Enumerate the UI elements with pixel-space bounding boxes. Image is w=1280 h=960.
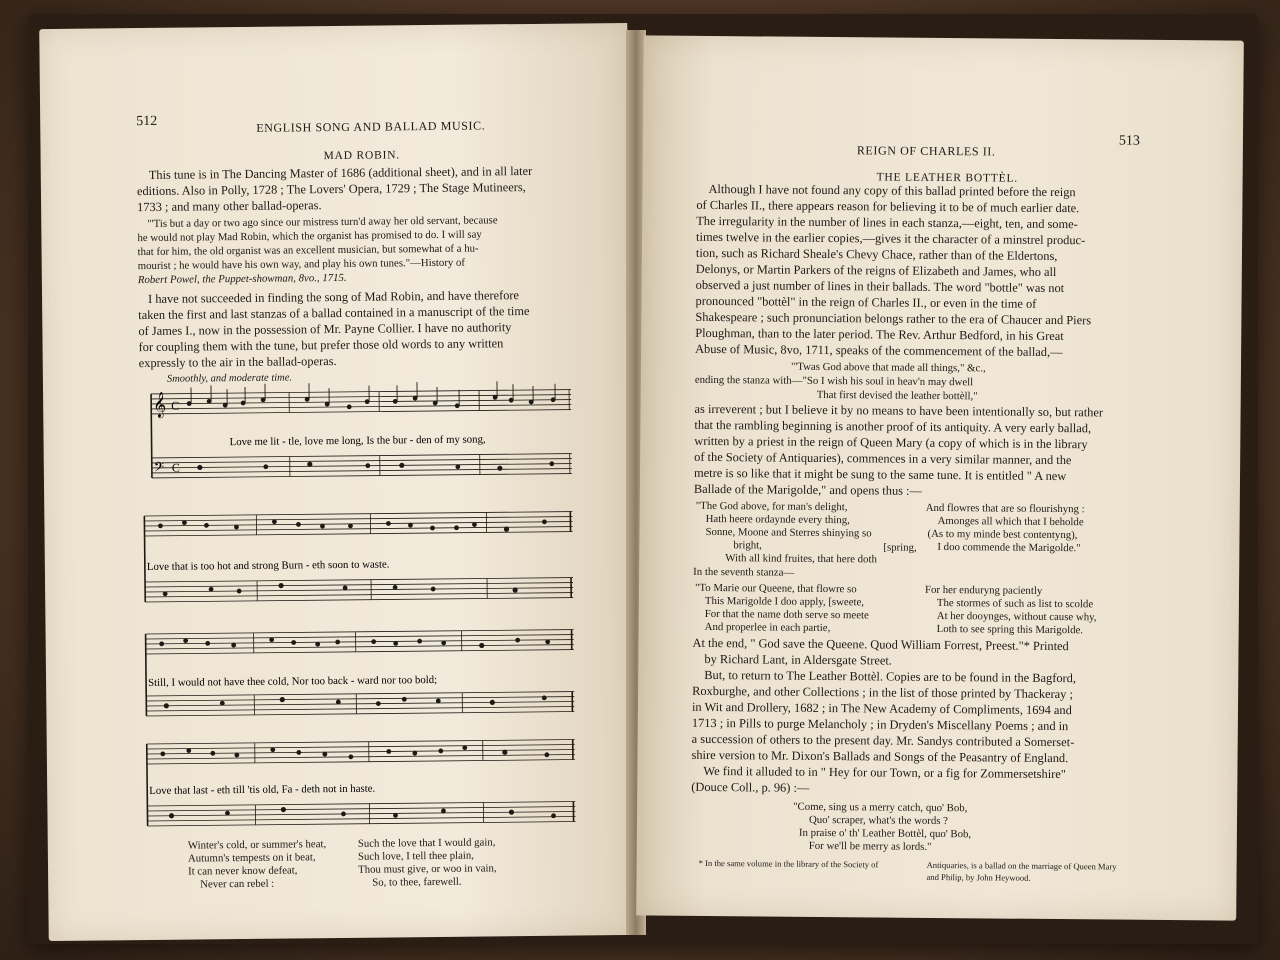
body-line: At the end, " God save the Queene. Quod William Forrest, Preest."* Printed (692, 635, 1069, 654)
poem-line: And properlee in each partie, (704, 620, 831, 635)
verse-line: So, to thee, farewell. (372, 875, 462, 889)
body-line: 1713 ; in Pills to purge Melancholy ; in Dryden's Miscellany Poems ; and in (691, 715, 1069, 734)
para-line: taken the first and last stanzas of a ballad contained in a manuscript of the time (138, 303, 530, 323)
verse-line: Autumn's tempests on it beat, (187, 851, 316, 865)
body-line: tion, such as Richard Sheale's Chevy Chace, rather than of the Eldertons, (695, 245, 1058, 264)
lyric-line: Love that is too hot and strong Burn - eth soon to waste. (146, 558, 390, 574)
poem-line: (As to my minde best contentyng), (927, 527, 1078, 542)
verse-line: Winter's cold, or summer's heat, (187, 838, 327, 852)
poem-line: bright, (733, 539, 762, 552)
quote-line: that for him, the old organist was an excellent musician, but somewhat of a hu- (137, 242, 479, 259)
para-line: for coupling them with the tune, but prefer those old words to any written (138, 336, 504, 355)
verse-line: Such the love that I would gain, (357, 836, 496, 850)
poem-line: [spring, (883, 541, 917, 554)
quote-line: "'Twas God above that made all things," &c., (790, 360, 986, 375)
body-line: (Douce Coll., p. 96) :— (691, 779, 810, 795)
body-line: of Charles II., there appears reason for believing it to be of much earlier date. (696, 197, 1080, 216)
poem-line: Hath heere ordaynde every thing, (705, 512, 850, 527)
poem-line: For her enduryng paciently (924, 583, 1043, 597)
body-line: as irreverent ; but I believe it by no means to have been intentionally so, but rather (694, 401, 1104, 420)
body-line: of the Society of Antiquaries), commences in a very similar manner, and the (694, 449, 1072, 468)
quote-line: "'Tis but a day or two ago since our mistress turn'd away her old servant, because (147, 214, 498, 230)
svg-text:C: C (171, 460, 180, 475)
poem-line: Quo' scraper, what's the words ? (808, 813, 949, 828)
body-line: Delonys, or Martin Parkers of the reigns of Elizabeth and James, who all (695, 261, 1057, 280)
para-line: expressly to the air in the ballad-operas. (138, 354, 337, 371)
body-line: Abuse of Music, 8vo, 1711, speaks of the commencement of the ballad,— (695, 341, 1063, 360)
poem-line: Sonne, Moone and Sterres shinying so (705, 525, 872, 540)
poem-line: With all kind fruites, that here doth (725, 552, 877, 566)
running-head: REIGN OF CHARLES II. (856, 143, 996, 159)
body-line: a succession of others to the present day. Mr. Sandys contributed a Somerset- (691, 731, 1075, 750)
body-line: in Wit and Drollery, 1682 ; in The New Academy of Compliments, 1694 and (691, 699, 1072, 718)
quote-line: ending the stanza with—"So I wish his soul in heav'n may dwell (694, 373, 974, 389)
quote-line: Robert Powel, the Puppet-showman, 8vo., 1715. (137, 271, 347, 287)
poem-line: At her dooynges, without cause why, (936, 609, 1097, 624)
body-line: The irregularity in the number of lines in each stanza,—eight, ten, and some- (696, 213, 1078, 232)
quote-line: That first devised the leather bottèll," (816, 388, 978, 403)
music-system (141, 614, 578, 731)
body-line: But, to return to The Leather Bottèl. Copies are to be found in the Bagford, (704, 667, 1077, 686)
body-line: shire version to Mr. Dixon's Ballads and Songs of the Peasantry of England. (691, 747, 1069, 766)
verse-line: Such love, I tell thee plain, (357, 849, 475, 863)
poem-line: Loth to see spring this Marigolde. (936, 622, 1084, 637)
poem-line: And flowres that are so flourishyng : (925, 501, 1085, 516)
body-line: In the seventh stanza— (693, 565, 795, 579)
page-number: 513 (1118, 133, 1141, 149)
lyric-line: Love me lit - tle, love me long, Is the bur - den of my song, (229, 433, 486, 449)
body-line: We find it alluded to in " Hey for our Town, or a fig for Zommersetshire" (703, 763, 1066, 782)
quote-line: mourist ; he would have his own way, and play his own tunes."—History of (137, 256, 466, 273)
svg-text:𝄢: 𝄢 (153, 460, 165, 478)
poem-line: "To Marie our Queene, that flowre so (694, 581, 857, 596)
body-line: observed a just number of lines in their ballads. The word "bottle" was not (695, 277, 1065, 296)
poem-line: "The God above, for man's delight, (695, 499, 848, 514)
running-head: ENGLISH SONG AND BALLAD MUSIC. (256, 118, 486, 135)
para-line: of James I., now in the possession of Mr. Payne Collier. I have no authority (138, 320, 512, 339)
right-page (636, 35, 1244, 920)
poem-line: The stormes of such as list to scolde (936, 596, 1094, 611)
page-number: 512 (136, 113, 158, 130)
body-line: Ploughman, than to the later period. The Rev. Arthur Bedford, in his Great (695, 325, 1064, 344)
lyric-line: Still, I would not have thee cold, Nor too back - ward nor too bold; (148, 673, 438, 689)
footnote: and Philip, by John Heywood. (926, 871, 1031, 883)
verse-line: Never can rebel : (200, 877, 275, 891)
body-line: Shakespeare ; such pronunciation belongs rather to the era of Chaucer and Piers (695, 309, 1092, 328)
body-line: that the rambling beginning is another proof of its antiquity. A very early ballad, (694, 417, 1092, 436)
footnote: * In the same volume in the library of the Society of (698, 857, 879, 870)
footnote: Antiquaries, is a ballad on the marriage of Queen Mary (926, 859, 1117, 872)
poem-line: In praise o' th' Leather Bottèl, quo' Bob, (798, 826, 972, 841)
body-line: written by a priest in the reign of Queen Mary (a copy of which is in the library (694, 433, 1088, 452)
music-system (143, 725, 580, 838)
quote-line: he would not play Mad Robin, which the organist has promised to do. I will say (137, 228, 482, 245)
left-page (39, 23, 637, 941)
body-line: times twelve in the earlier copies,—gives it the character of a minstrel produc- (696, 229, 1086, 248)
music-system (140, 502, 577, 617)
body-line: Ballade of the Marigolde," and opens thus :— (693, 481, 922, 498)
para-line: 1733 ; and many other ballad-operas. (137, 198, 322, 215)
poem-line: This Marigolde I doo apply, [sweete, (704, 594, 865, 609)
body-line: pronounced "bottèl" in the reign of Charles II., or even in the time of (695, 293, 1037, 311)
body-line: Roxburghe, and other Collections ; in the list of those printed by Thackeray ; (692, 683, 1074, 702)
svg-text:𝄞: 𝄞 (153, 391, 167, 417)
poem-line: For that the name doth serve so meete (704, 607, 869, 622)
body-line: metre is so like that it might be sung to the same tune. It is entitled " A new (693, 465, 1067, 484)
section-title: MAD ROBIN. (323, 149, 401, 163)
body-line: Although I have not found any copy of this ballad printed before the reign (708, 181, 1076, 200)
para-line: This tune is in The Dancing Master of 1686 (additional sheet), and in all later (148, 163, 533, 182)
section-title: THE LEATHER BOTTÈL. (876, 171, 1019, 185)
poem-line: Amonges all which that I beholde (937, 514, 1084, 529)
lyric-line: Love that last - eth till 'tis old, Fa - deth not in haste. (149, 782, 376, 797)
poem-line: I doo commende the Marigolde." (937, 540, 1081, 555)
poem-line: "Come, sing us a merry catch, quo' Bob, (793, 800, 968, 815)
para-line: I have not succeeded in finding the song of Mad Robin, and have therefore (147, 288, 520, 306)
svg-text:C: C (171, 398, 180, 413)
poem-line: For we'll be merry as lords." (808, 839, 932, 853)
body-line: by Richard Lant, in Aldersgate Street. (704, 651, 892, 668)
verse-line: Thou must give, or woo in vain, (357, 862, 497, 876)
tempo-marking: Smoothly, and moderate time. (166, 372, 293, 385)
verse-line: It can never know defeat, (188, 864, 298, 878)
music-system (139, 380, 576, 501)
para-line: editions. Also in Polly, 1728 ; The Lovers' Opera, 1729 ; The Stage Mutineers, (136, 180, 526, 199)
